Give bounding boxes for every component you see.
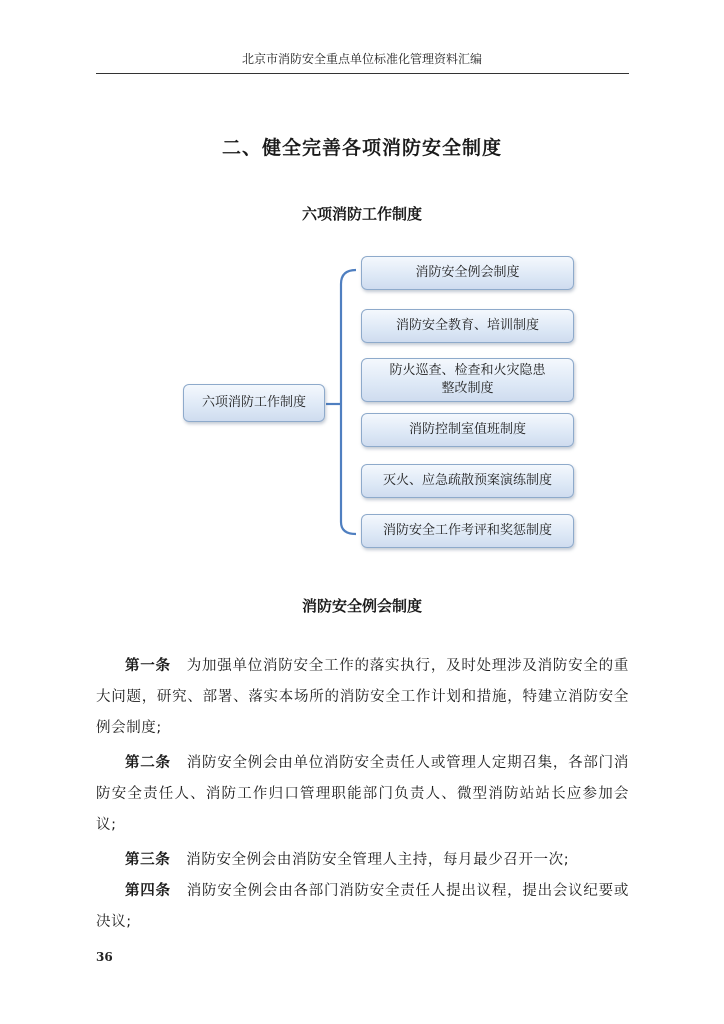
diagram-item-box — [361, 256, 574, 290]
diagram-item-box — [361, 514, 574, 548]
article-2 — [96, 748, 629, 841]
diagram-item-box — [361, 358, 574, 402]
diagram-item-box — [361, 309, 574, 343]
diagram-heading: 六项消防工作制度 — [301, 205, 422, 223]
diagram-item-box — [361, 413, 574, 447]
article-number: 第二条 — [125, 755, 171, 771]
article-number: 第三条 — [125, 852, 171, 868]
article-number: 第一条 — [125, 658, 171, 674]
section-title: 二、健全完善各项消防安全制度 — [221, 137, 502, 159]
running-header: 北京市消防安全重点单位标准化管理资料汇编 — [241, 52, 482, 66]
page-number: 36 — [96, 950, 113, 964]
article-text: 消防安全例会由单位消防安全责任人或管理人定期召集，各部门消防安全责任人、消防工作归口管理职能部门负责人、微型消防站站长应参加会议; — [96, 755, 629, 833]
diagram-item-box — [361, 464, 574, 498]
diagram-item-label: 消防控制室值班制度 — [408, 422, 526, 437]
article-text: 为加强单位消防安全工作的落实执行，及时处理涉及消防安全的重大问题，研究、部署、落实本场所的消防安全工作计划和措施，特建立消防安全例会制度; — [96, 658, 629, 736]
connector-bracket — [341, 270, 356, 534]
diagram-root-box — [183, 384, 325, 422]
diagram-item-label-line2: 整改制度 — [441, 381, 494, 396]
article-3 — [96, 845, 629, 876]
rules-heading: 消防安全例会制度 — [301, 597, 422, 615]
article-text: 消防安全例会由各部门消防安全责任人提出议程，提出会议纪要或决议; — [96, 883, 629, 930]
diagram-item-label: 消防安全工作考评和奖惩制度 — [382, 523, 552, 538]
diagram-item-label: 防火巡查、检查和火灾隐患 — [389, 363, 546, 378]
diagram-root-label: 六项消防工作制度 — [201, 395, 306, 410]
diagram-item-label: 消防安全例会制度 — [415, 265, 520, 280]
diagram-item-label: 消防安全教育、培训制度 — [395, 318, 539, 333]
article-4 — [96, 876, 629, 938]
article-1 — [96, 651, 629, 744]
article-text: 消防安全例会由消防安全管理人主持，每月最少召开一次; — [186, 852, 570, 868]
header-rule — [96, 73, 629, 74]
article-number: 第四条 — [125, 883, 171, 899]
diagram-item-label: 灭火、应急疏散预案演练制度 — [382, 473, 552, 488]
